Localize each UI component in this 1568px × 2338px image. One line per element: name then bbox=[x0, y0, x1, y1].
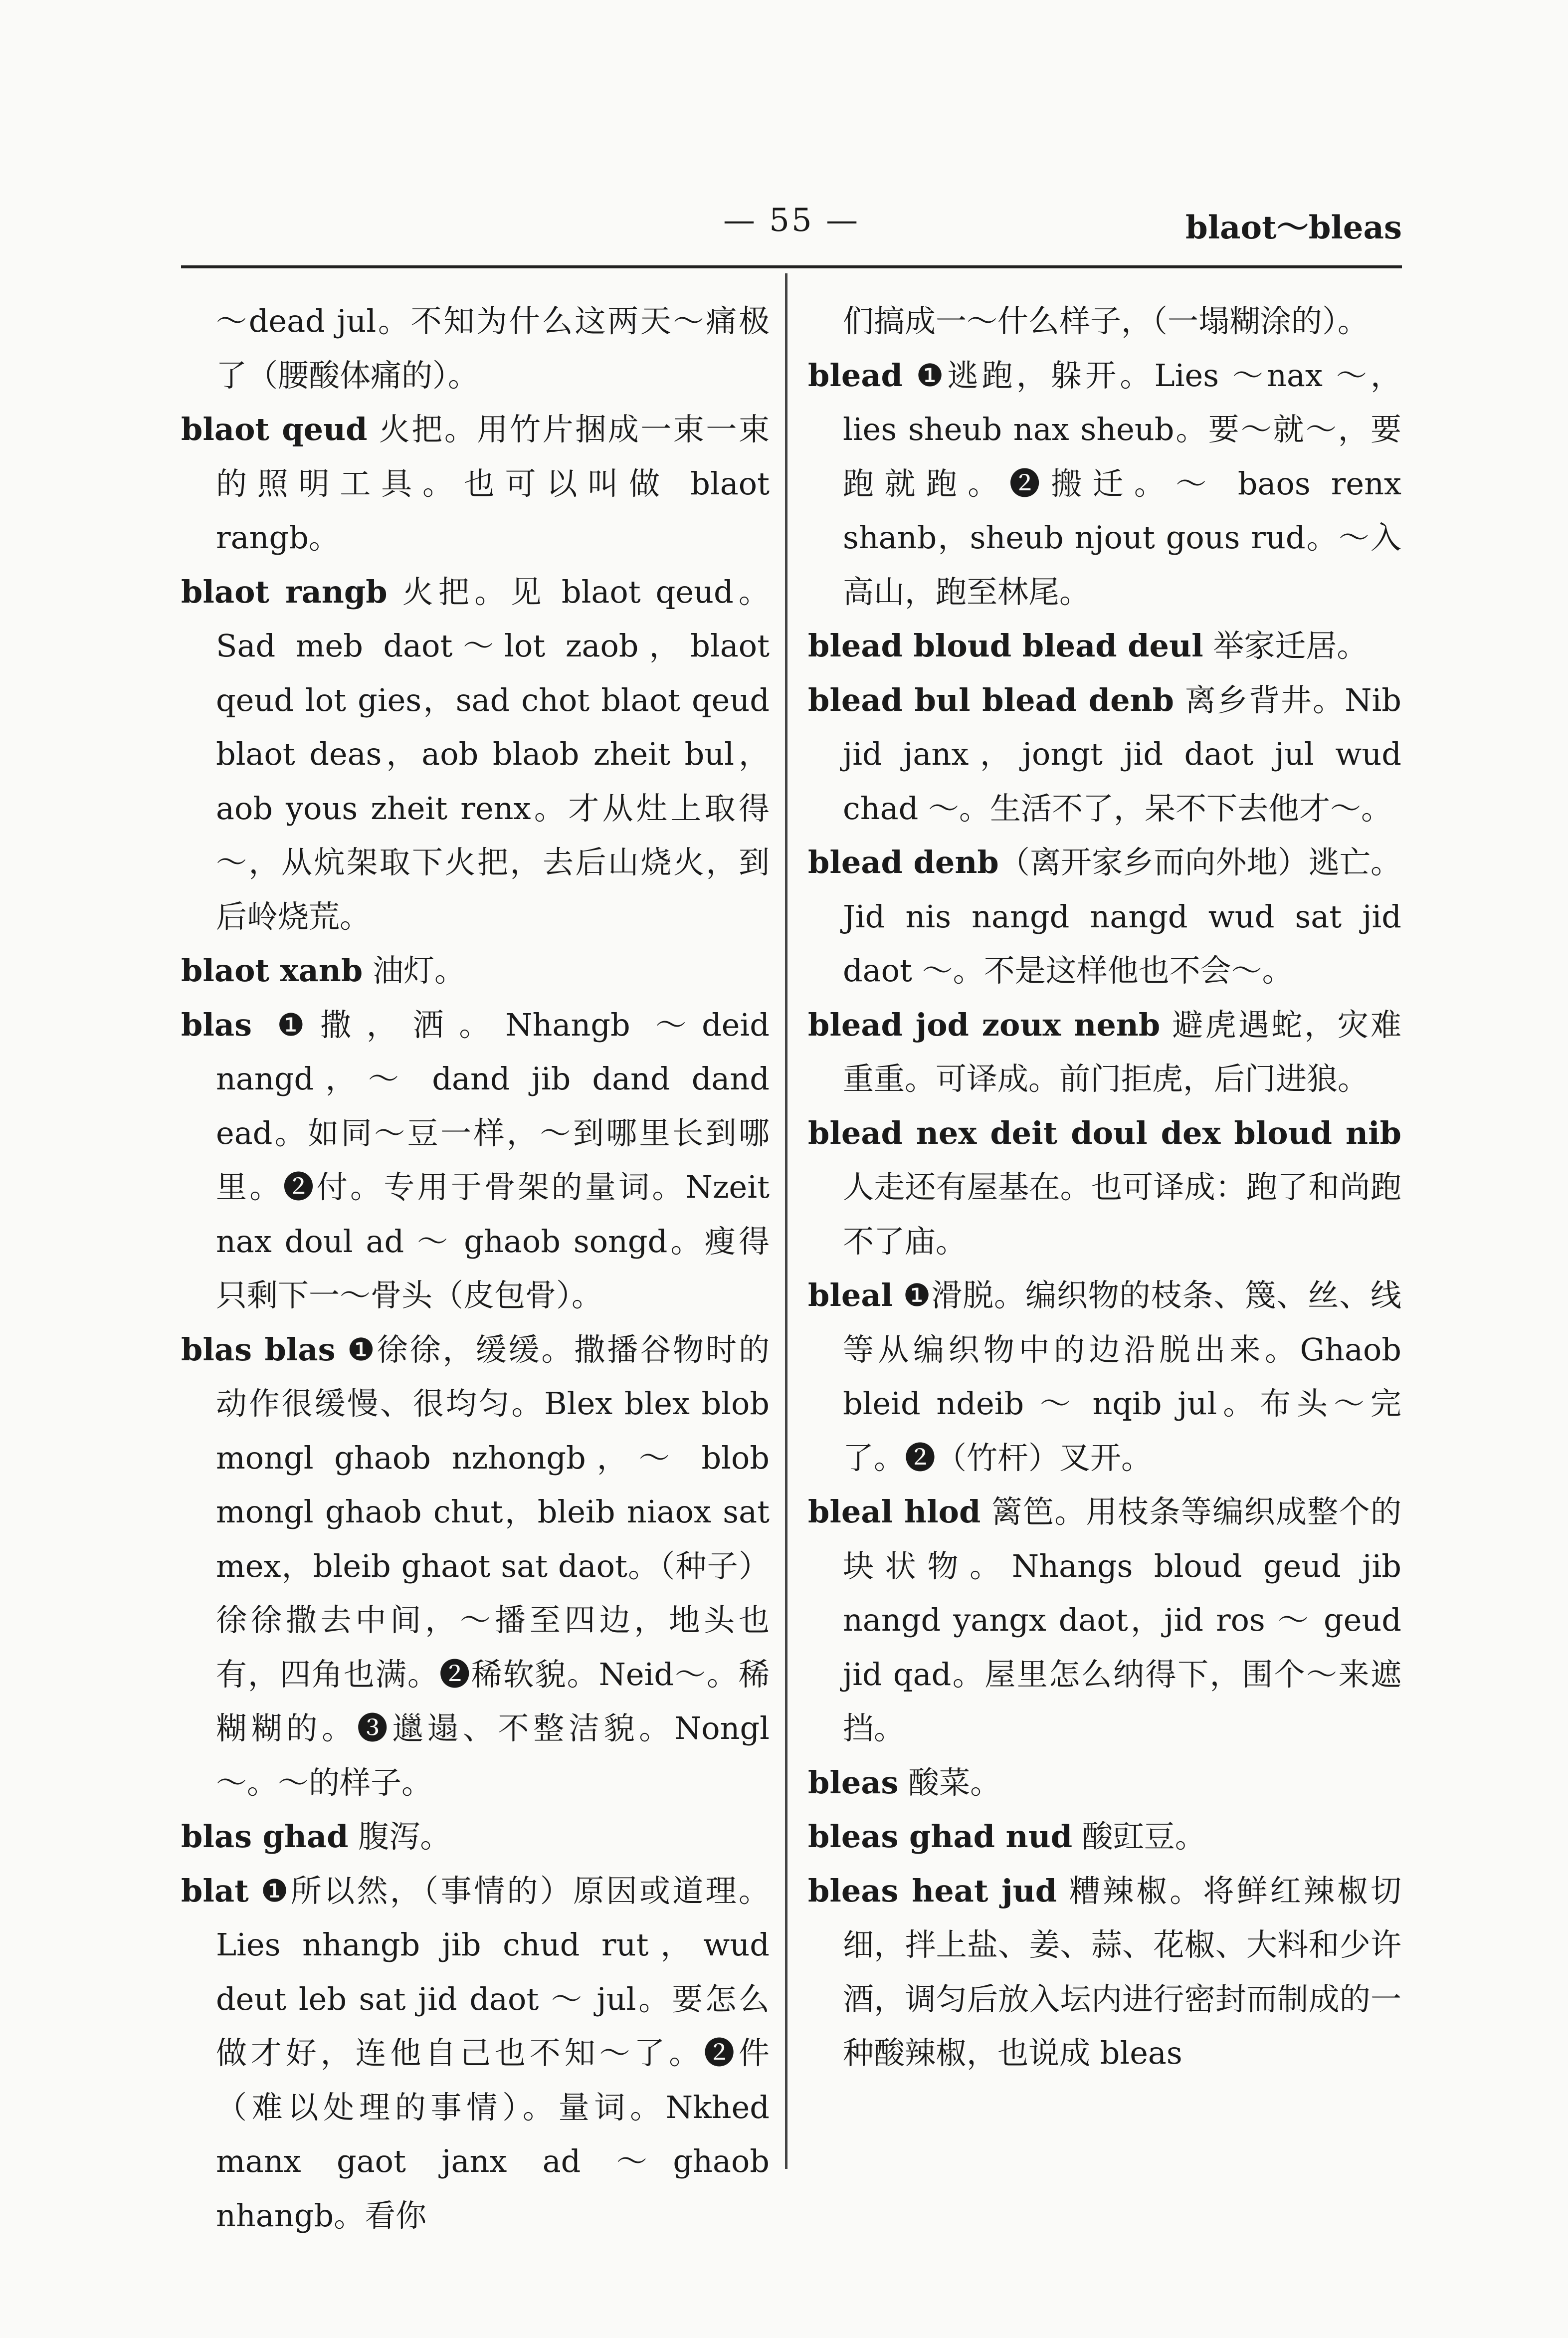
headword: bleas ghad nud bbox=[808, 1818, 1073, 1855]
headword: blaot xanb bbox=[181, 952, 363, 989]
dictionary-entry bbox=[808, 1485, 1401, 1756]
dictionary-entry bbox=[181, 1323, 770, 1810]
dictionary-entry bbox=[808, 1269, 1401, 1485]
definition-text: 火把。见 blaot qeud。Sad meb daot～lot zaob，blaot qeud lot gies，sad chot blaot qeud blaot deas，aob blaob zheit bul，aob yous zheit renx。才从灶上取得～，从炕架取下火把，去后山烧火，到后岭烧荒。 bbox=[216, 573, 770, 935]
definition-text: ❶滑脱。编织物的枝条、篾、丝、线等从编织物中的边沿脱出来。Ghaob bleid ndeib ～ nqib jul。布头～完了。❷（竹杆）叉开。 bbox=[843, 1277, 1401, 1476]
definition-text: ❶撒，洒。Nhangb ～deid nangd，～ dand jib dand dand ead。如同～豆一样，～到哪里长到哪里。❷付。专用于骨架的量词。Nzeit nax doul ad ～ ghaob songd。瘦得只剩下一～骨头（皮包骨）。 bbox=[216, 1006, 770, 1313]
dictionary-entry bbox=[808, 673, 1401, 836]
definition-text: 们搞成一～什么样子，（一塌糊涂的）。 bbox=[843, 303, 1369, 339]
headword: bleal bbox=[808, 1277, 893, 1313]
headword: blas blas bbox=[181, 1331, 336, 1368]
dictionary-entry bbox=[808, 1756, 1401, 1810]
right-column bbox=[808, 294, 1401, 2081]
dictionary-entry bbox=[808, 1810, 1401, 1864]
definition-text: ❶逃跑，躲开。Lies ～nax ～，lies sheub nax sheub。要～就～，要跑就跑。❷搬迁。～ baos renx shanb，sheub njout gous rud。～入高山，跑至林尾。 bbox=[843, 357, 1401, 610]
dictionary-entry bbox=[808, 619, 1401, 673]
dictionary-entry bbox=[181, 565, 770, 944]
dictionary-entry bbox=[181, 944, 770, 998]
headword: bleal hlod bbox=[808, 1493, 981, 1530]
headword: blaot qeud bbox=[181, 411, 368, 447]
dictionary-entry bbox=[808, 349, 1401, 620]
definition-text: ❶徐徐，缓缓。撒播谷物时的动作很缓慢、很均匀。Blex blex blob mongl ghaob nzhongb，～ blob mongl ghaob chut，bleib niaox sat mex，bleib ghaot sat daot。（种子）徐徐撒去中间，～播至四边，地头也有，四角也满。❷稀软貌。Neid～。稀糊糊的。❸邋遢、不整洁貌。Nongl～。～的样子。 bbox=[216, 1331, 770, 1801]
entry-continuation bbox=[808, 294, 1401, 349]
definition-text: 糟辣椒。将鲜红辣椒切细，拌上盐、姜、蒜、花椒、大料和少许酒，调匀后放入坛内进行密封而制成的一种酸辣椒，也说成 bleas bbox=[843, 1872, 1401, 2071]
column-divider bbox=[785, 273, 787, 2169]
headword: bleas bbox=[808, 1764, 899, 1801]
definition-text: 人走还有屋基在。也可译成：跑了和尚跑不了庙。 bbox=[843, 1169, 1401, 1260]
dictionary-entry bbox=[181, 1864, 770, 2243]
definition-text: ～dead jul。不知为什么这两天～痛极了（腰酸体痛的）。 bbox=[216, 303, 770, 394]
definition-text: 酸菜。 bbox=[898, 1764, 1001, 1801]
left-column bbox=[181, 294, 770, 2243]
headword: blat bbox=[181, 1872, 249, 1909]
headword: blead bul blead denb bbox=[808, 681, 1174, 718]
definition-text: 酸豇豆。 bbox=[1072, 1818, 1206, 1855]
headword: blaot rangb bbox=[181, 573, 388, 610]
headword: blas bbox=[181, 1006, 252, 1043]
definition-text: 举家迁居。 bbox=[1203, 628, 1368, 664]
definition-text: （离开家乡而向外地）逃亡。Jid nis nangd nangd wud sat jid daot ～。不是这样他也不会～。 bbox=[843, 844, 1401, 989]
definition-text: 篱笆。用枝条等编织成整个的块状物。Nhangs bloud geud jib nangd yangx daot，jid ros ～ geud jid qad。屋里怎么纳得下，围个～来遮挡。 bbox=[843, 1493, 1401, 1746]
dictionary-entry bbox=[181, 1810, 770, 1864]
headword: blas ghad bbox=[181, 1818, 349, 1855]
dictionary-entry bbox=[181, 998, 770, 1323]
headword: blead nex deit doul dex bloud nib bbox=[808, 1114, 1401, 1151]
page-number: — 55 — bbox=[723, 202, 860, 239]
headword: blead bloud blead deul bbox=[808, 628, 1203, 664]
page-header bbox=[181, 202, 1402, 257]
dictionary-entry bbox=[808, 1864, 1401, 2081]
definition-text: 离乡背井。Nib jid janx，jongt jid daot jul wud chad ～。生活不了，呆不下去他才～。 bbox=[843, 681, 1401, 827]
dictionary-entry bbox=[808, 1106, 1401, 1269]
headword: bleas heat jud bbox=[808, 1872, 1057, 1909]
headword: blead bbox=[808, 357, 903, 394]
header-rule bbox=[181, 265, 1402, 268]
definition-text: ❶所以然，（事情的）原因或道理。Lies nhangb jib chud rut，wud deut leb sat jid daot ～ jul。要怎么做才好，连他自己也不知～了。❷件（难以处理的事情）。量词。Nkhed manx gaot janx ad ～ghaob nhangb。看你 bbox=[216, 1872, 770, 2234]
dictionary-entry bbox=[181, 403, 770, 565]
entry-continuation bbox=[181, 294, 770, 403]
headword: blead jod zoux nenb bbox=[808, 1006, 1161, 1043]
definition-text: 避虎遇蛇，灾难重重。可译成。前门拒虎，后门进狼。 bbox=[843, 1006, 1401, 1097]
definition-text: 腹泻。 bbox=[348, 1818, 451, 1855]
running-head: blaot～bleas bbox=[1185, 209, 1402, 246]
headword: blead denb bbox=[808, 844, 999, 880]
definition-text: 火把。用竹片捆成一束一束的照明工具。也可以叫做 blaot rangb。 bbox=[216, 411, 770, 556]
dictionary-entry bbox=[808, 998, 1401, 1106]
definition-text: 油灯。 bbox=[363, 952, 465, 989]
dictionary-entry bbox=[808, 836, 1401, 998]
